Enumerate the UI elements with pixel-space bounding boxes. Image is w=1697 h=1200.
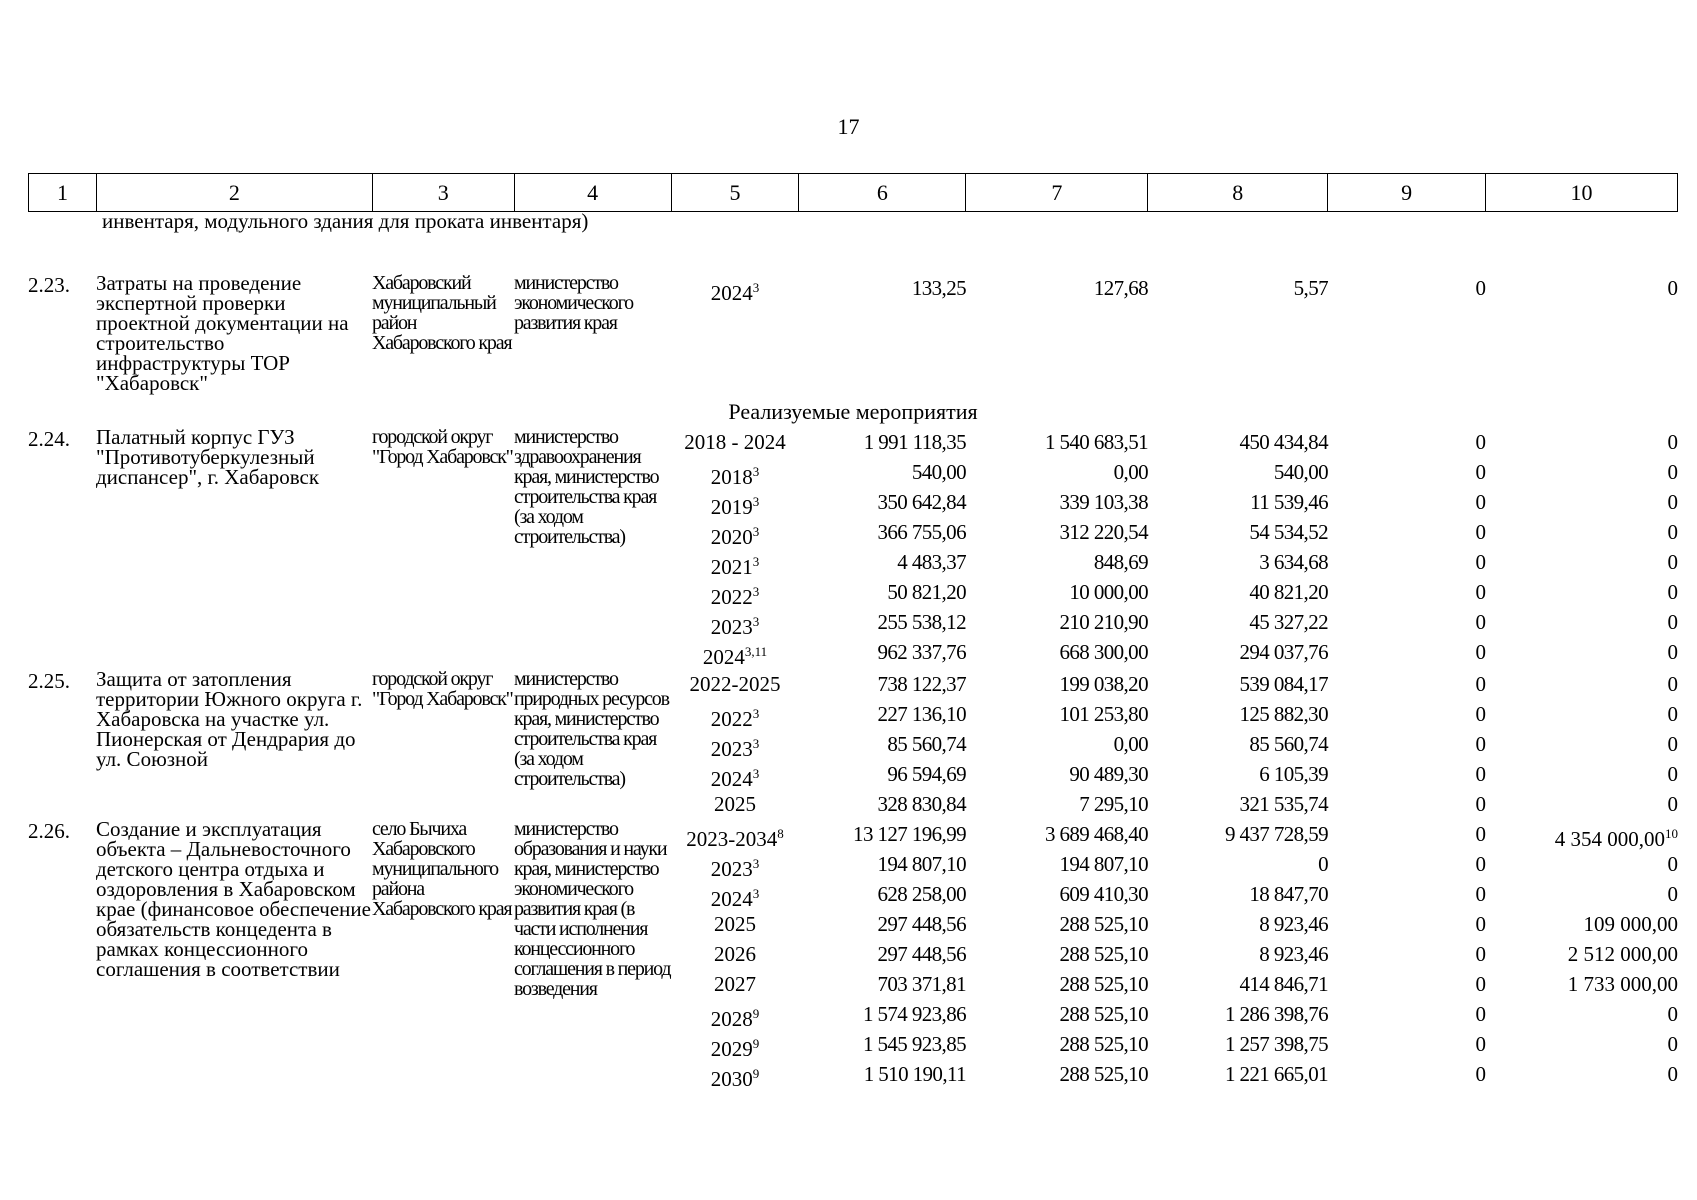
total-value: 1 510 190,11 <box>863 1062 966 1086</box>
col7-value: 668 300,00 <box>1059 640 1148 664</box>
year-value: 2021$^3$ <box>710 554 760 579</box>
col7-value: 90 489,30 <box>1069 762 1148 786</box>
col8-value: 18 847,70 <box>1249 882 1328 906</box>
row-number: 2.23. <box>28 273 70 297</box>
footnote-ref: 9 <box>752 1036 760 1051</box>
col8-value: 40 821,20 <box>1249 580 1328 604</box>
col8-value: 1 257 398,75 <box>1224 1032 1328 1056</box>
col7-value: 288 525,10 <box>1059 1002 1148 1026</box>
year-value: 2020$^3$ <box>710 524 760 549</box>
total-cell <box>799 669 966 819</box>
col7-value: 288 525,10 <box>1059 912 1148 936</box>
col10-value: 109 000,00 <box>1583 912 1678 936</box>
footnote-ref: 3 <box>752 856 760 871</box>
col8-value: 8 923,46 <box>1259 912 1328 936</box>
footnote-ref: 3 <box>752 736 760 751</box>
data-table <box>28 273 1678 1089</box>
col9-value: 0 <box>1475 490 1486 514</box>
total-value: 133,25 <box>911 276 966 300</box>
col8-value: 294 037,76 <box>1239 640 1328 664</box>
responsible-executor: министерство экономического развития края <box>514 272 633 334</box>
header-col-9: 9 <box>1328 174 1486 212</box>
col9-value: 0 <box>1475 702 1486 726</box>
footnote-ref: 3 <box>752 614 760 629</box>
col9-value: 0 <box>1475 580 1486 604</box>
col10-value: 0 <box>1667 882 1678 906</box>
year-value: 2023-2034$^8$ <box>686 826 784 851</box>
col9-value: 0 <box>1475 912 1486 936</box>
year-value: 2029$^9$ <box>710 1036 760 1061</box>
col8-value: 6 105,39 <box>1259 762 1328 786</box>
total-cell <box>799 427 966 669</box>
year-value: 2030$^9$ <box>710 1066 760 1091</box>
year-value: 2023$^3$ <box>710 856 760 881</box>
page-number: 17 <box>837 114 860 139</box>
col10-value: 0 <box>1667 702 1678 726</box>
year-value: 2024$^3$ <box>710 886 760 911</box>
col8-value: 54 534,52 <box>1249 520 1328 544</box>
col8-value: 5,57 <box>1293 276 1328 300</box>
section-title: Реализуемые мероприятия <box>728 399 978 424</box>
col7-value: 288 525,10 <box>1059 942 1148 966</box>
total-value: 540,00 <box>911 460 966 484</box>
col10-cell <box>1486 819 1678 1089</box>
footnote-ref: 3 <box>752 280 760 295</box>
header-col-10: 10 <box>1486 174 1678 212</box>
footnote-ref: 3 <box>752 886 760 901</box>
col10-cell <box>1486 669 1678 819</box>
col7-value: 609 410,30 <box>1059 882 1148 906</box>
total-value: 703 371,81 <box>877 972 966 996</box>
row-number: 2.25. <box>28 669 70 693</box>
table-row <box>28 427 1678 669</box>
col7-value: 312 220,54 <box>1059 520 1148 544</box>
col10-value: 0 <box>1667 852 1678 876</box>
measure-name: Затраты на проведение экспертной проверки проектной документации на строительство инфраструктуры ТОР "Хабаровск" <box>96 271 349 395</box>
year-value: 2019$^3$ <box>710 494 760 519</box>
col7-cell <box>966 819 1148 1089</box>
col8-value: 85 560,74 <box>1249 732 1328 756</box>
total-value: 738 122,37 <box>877 672 966 696</box>
col9-value: 0 <box>1475 460 1486 484</box>
col9-value: 0 <box>1475 610 1486 634</box>
col7-cell <box>966 273 1148 397</box>
footnote-ref: 9 <box>752 1006 760 1021</box>
col9-value: 0 <box>1475 640 1486 664</box>
total-value: 85 560,74 <box>887 732 966 756</box>
col7-value: 7 295,10 <box>1079 792 1148 816</box>
year-value: 2028$^9$ <box>710 1006 760 1031</box>
year-value: 2018$^3$ <box>710 464 760 489</box>
col8-value: 1 221 665,01 <box>1224 1062 1328 1086</box>
municipality: село Бычиха Хабаровского муниципального района Хабаровского края <box>372 818 512 920</box>
total-value: 366 755,06 <box>877 520 966 544</box>
year-value: 2027 <box>714 972 756 996</box>
total-value: 328 830,84 <box>877 792 966 816</box>
col8-value: 1 286 398,76 <box>1224 1002 1328 1026</box>
municipality: городской округ "Город Хабаровск" <box>372 426 513 468</box>
col7-value: 848,69 <box>1093 550 1148 574</box>
total-value: 297 448,56 <box>877 912 966 936</box>
total-value: 628 258,00 <box>877 882 966 906</box>
year-value: 2018 - 2024 <box>684 430 786 454</box>
col9-value: 0 <box>1475 762 1486 786</box>
col9-value: 0 <box>1475 1062 1486 1086</box>
year-value: 2024$^3$ <box>710 766 760 791</box>
col8-value: 414 846,71 <box>1239 972 1328 996</box>
col8-value: 0 <box>1318 852 1328 876</box>
col10-value: 0 <box>1667 1062 1678 1086</box>
footnote-ref: 9 <box>752 1066 760 1081</box>
total-value: 297 448,56 <box>877 942 966 966</box>
footnote-ref: 3 <box>752 766 760 781</box>
header-col-1: 1 <box>29 174 97 212</box>
years-cell <box>671 427 799 669</box>
col9-cell <box>1328 819 1486 1089</box>
measure-name: Защита от затопления территории Южного округа г. Хабаровска на участке ул. Пионерская от Дендрария до ул. Союзной <box>96 667 363 771</box>
table-row <box>28 273 1678 397</box>
col10-value: 1 733 000,00 <box>1567 972 1678 996</box>
col8-value: 540,00 <box>1273 460 1328 484</box>
footnote-ref: 10 <box>1665 826 1678 841</box>
col10-value: 0 <box>1667 732 1678 756</box>
col9-value: 0 <box>1475 672 1486 696</box>
col8-cell <box>1148 427 1328 669</box>
row-number: 2.24. <box>28 427 70 451</box>
col7-value: 1 540 683,51 <box>1044 430 1148 454</box>
years-cell <box>671 273 799 397</box>
header-col-4: 4 <box>514 174 671 212</box>
total-value: 50 821,20 <box>887 580 966 604</box>
year-value: 2025 <box>714 792 756 816</box>
col8-cell <box>1148 819 1328 1089</box>
col7-value: 288 525,10 <box>1059 1062 1148 1086</box>
col9-cell <box>1328 273 1486 397</box>
year-value: 2022$^3$ <box>710 584 760 609</box>
col7-value: 210 210,90 <box>1059 610 1148 634</box>
col10-value: 0 <box>1667 610 1678 634</box>
col9-value: 0 <box>1475 972 1486 996</box>
total-value: 350 642,84 <box>877 490 966 514</box>
col7-value: 3 689 468,40 <box>1044 822 1148 846</box>
responsible-executor: министерство природных ресурсов края, министерство строительства края (за ходом строительства) <box>514 668 669 790</box>
col9-value: 0 <box>1475 942 1486 966</box>
header-col-2: 2 <box>96 174 372 212</box>
total-cell <box>799 273 966 397</box>
year-value: 2022-2025 <box>689 672 781 696</box>
footnote-ref: 3 <box>752 524 760 539</box>
col8-value: 125 882,30 <box>1239 702 1328 726</box>
col10-value: 0 <box>1667 550 1678 574</box>
col7-value: 288 525,10 <box>1059 1032 1148 1056</box>
table-row <box>28 819 1678 1089</box>
footnote-ref: 3 <box>752 554 760 569</box>
col10-value: 0 <box>1667 520 1678 544</box>
year-value: 2025 <box>714 912 756 936</box>
col8-value: 3 634,68 <box>1259 550 1328 574</box>
table-row <box>28 669 1678 819</box>
col9-cell <box>1328 427 1486 669</box>
total-cell <box>799 819 966 1089</box>
col8-cell <box>1148 273 1328 397</box>
col9-value: 0 <box>1475 1002 1486 1026</box>
continuation-text: инвентаря, модульного здания для проката инвентаря) <box>102 209 589 233</box>
col10-value: 0 <box>1667 1032 1678 1056</box>
col10-value: 0 <box>1667 640 1678 664</box>
col9-value: 0 <box>1475 852 1486 876</box>
col10-value: 0 <box>1667 1002 1678 1026</box>
col7-value: 194 807,10 <box>1059 852 1148 876</box>
footnote-ref: 3 <box>752 584 760 599</box>
total-value: 1 574 923,86 <box>862 1002 966 1026</box>
col7-cell <box>966 669 1148 819</box>
header-col-8: 8 <box>1148 174 1328 212</box>
row-number: 2.26. <box>28 819 70 843</box>
col7-value: 339 103,38 <box>1059 490 1148 514</box>
col9-value: 0 <box>1475 276 1486 300</box>
year-value: 2023$^3$ <box>710 736 760 761</box>
table-body <box>28 211 1678 1089</box>
section-row <box>28 397 1678 427</box>
col10-value: 0 <box>1667 672 1678 696</box>
year-value: 2024$^3$ <box>710 280 760 305</box>
header-col-6: 6 <box>799 174 966 212</box>
measure-name: Палатный корпус ГУЗ "Противотуберкулезный диспансер", г. Хабаровск <box>96 425 320 489</box>
col10-value: 0 <box>1667 460 1678 484</box>
column-number-header <box>28 173 1678 212</box>
year-value: 2023$^3$ <box>710 614 760 639</box>
footnote-ref: 3,11 <box>744 644 768 659</box>
col10-value: 0 <box>1667 762 1678 786</box>
header-col-5: 5 <box>671 174 799 212</box>
col9-value: 0 <box>1475 550 1486 574</box>
col8-value: 8 923,46 <box>1259 942 1328 966</box>
footnote-ref: 3 <box>752 464 760 479</box>
municipality: городской округ "Город Хабаровск" <box>372 668 513 710</box>
col10-value: 0 <box>1667 490 1678 514</box>
measure-name: Создание и эксплуатация объекта – Дальневосточного детского центра отдыха и оздоровления в Хабаровском крае (финансовое обеспечение обязательств концедента в рамках концессионного соглашения в соответствии <box>96 817 371 981</box>
col7-value: 0,00 <box>1113 460 1148 484</box>
total-value: 255 538,12 <box>877 610 966 634</box>
header-col-7: 7 <box>966 174 1148 212</box>
total-value: 13 127 196,99 <box>853 822 966 846</box>
col9-value: 0 <box>1475 822 1486 846</box>
responsible-executor: министерство здравоохранения края, министерство строительства края (за ходом строительства) <box>514 426 659 548</box>
col7-value: 10 000,00 <box>1069 580 1148 604</box>
col7-cell <box>966 427 1148 669</box>
col10-cell <box>1486 427 1678 669</box>
total-value: 1 545 923,85 <box>862 1032 966 1056</box>
year-value: 2024$^{3,11}$ <box>702 644 768 669</box>
col8-value: 450 434,84 <box>1239 430 1328 454</box>
col10-cell <box>1486 273 1678 397</box>
footnote-ref: 3 <box>752 706 760 721</box>
col7-value: 0,00 <box>1113 732 1148 756</box>
col10-value: 4 354 000,00$^{10}$ <box>1554 826 1678 851</box>
col7-value: 288 525,10 <box>1059 972 1148 996</box>
municipality: Хабаровский муниципальный район Хабаровского края <box>372 272 512 354</box>
col8-value: 9 437 728,59 <box>1224 822 1328 846</box>
col7-value: 199 038,20 <box>1059 672 1148 696</box>
col9-value: 0 <box>1475 430 1486 454</box>
footnote-ref: 8 <box>777 826 784 841</box>
col10-value: 0 <box>1667 580 1678 604</box>
header-col-3: 3 <box>372 174 514 212</box>
col9-value: 0 <box>1475 882 1486 906</box>
year-value: 2026 <box>714 942 756 966</box>
total-value: 194 807,10 <box>877 852 966 876</box>
col10-value: 0 <box>1667 276 1678 300</box>
total-value: 96 594,69 <box>887 762 966 786</box>
col9-value: 0 <box>1475 792 1486 816</box>
col9-value: 0 <box>1475 1032 1486 1056</box>
col10-value: 0 <box>1667 792 1678 816</box>
col10-value: 0 <box>1667 430 1678 454</box>
col8-value: 321 535,74 <box>1239 792 1328 816</box>
col8-value: 45 327,22 <box>1249 610 1328 634</box>
total-value: 227 136,10 <box>877 702 966 726</box>
col10-value: 2 512 000,00 <box>1567 942 1678 966</box>
years-cell <box>671 669 799 819</box>
total-value: 4 483,37 <box>897 550 966 574</box>
footnote-ref: 3 <box>752 494 760 509</box>
col9-cell <box>1328 669 1486 819</box>
col9-value: 0 <box>1475 520 1486 544</box>
year-value: 2022$^3$ <box>710 706 760 731</box>
total-value: 1 991 118,35 <box>863 430 966 454</box>
total-value: 962 337,76 <box>877 640 966 664</box>
col9-value: 0 <box>1475 732 1486 756</box>
responsible-executor: министерство образования и науки края, министерство экономического развития края (в части исполнения концессионного соглашения в период возведения <box>514 818 671 1000</box>
col7-value: 101 253,80 <box>1059 702 1148 726</box>
col8-cell <box>1148 669 1328 819</box>
col8-value: 539 084,17 <box>1239 672 1328 696</box>
col7-value: 127,68 <box>1093 276 1148 300</box>
years-cell <box>671 819 799 1089</box>
col8-value: 11 539,46 <box>1250 490 1328 514</box>
